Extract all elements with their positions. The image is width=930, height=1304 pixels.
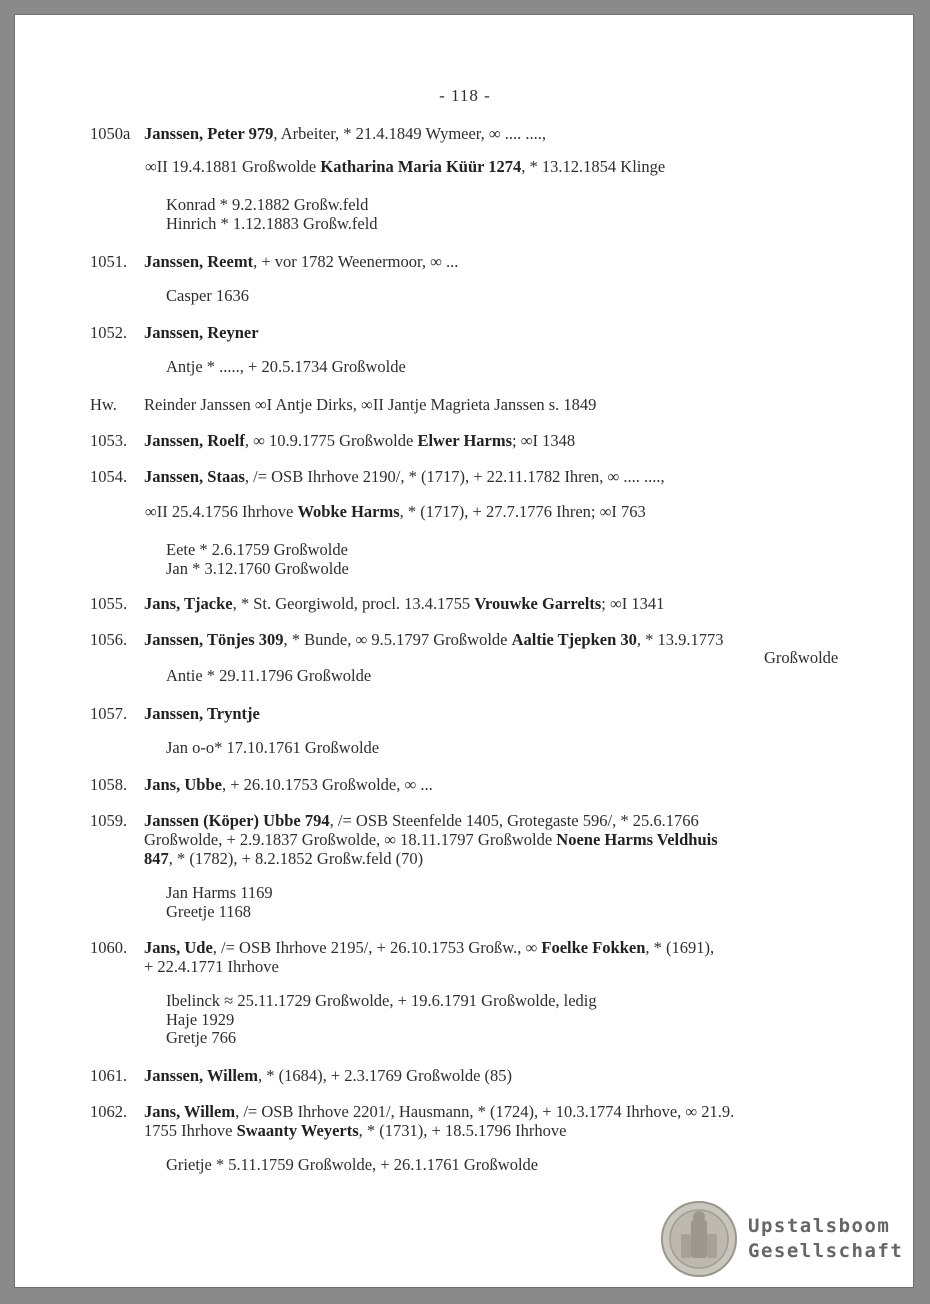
entry-text: Janssen (Köper) Ubbe 794, /= OSB Steenfelde 1405, Grotegaste 596/, * 25.6.1766 Großwolde, + 2.9.1837 Großwolde, ∞ 18.11.1797 Großwolde Noene Harms Veldhuis 847, * (1782), + 8.2.1852 Großw.feld (70) bbox=[144, 811, 718, 868]
entry-number: Hw. bbox=[90, 395, 117, 414]
entry-text: Janssen, Tryntje bbox=[144, 704, 260, 723]
entry-number: 1055. bbox=[90, 594, 128, 613]
entry-number: 1057. bbox=[90, 704, 128, 723]
entry-number: 1058. bbox=[90, 775, 128, 794]
entry-number: 1060. bbox=[90, 938, 128, 957]
children-list: Antje * ....., + 20.5.1734 Großwolde bbox=[166, 357, 406, 376]
entry-text: Jans, Ubbe, + 26.10.1753 Großwolde, ∞ ... bbox=[144, 775, 433, 794]
children-list: Eete * 2.6.1759 Großwolde Jan * 3.12.1760 Großwolde bbox=[166, 540, 349, 578]
children-list: Grietje * 5.11.1759 Großwolde, + 26.1.1761 Großwolde bbox=[166, 1155, 539, 1174]
children-list: Konrad * 9.2.1882 Großw.feld Hinrich * 1.12.1883 Großw.feld bbox=[166, 195, 378, 233]
children-list: Jan o-o* 17.10.1761 Großwolde bbox=[166, 738, 380, 757]
marriage-line: ∞II 25.4.1756 Ihrhove Wobke Harms, * (1717), + 27.7.1776 Ihren; ∞I 763 bbox=[145, 502, 646, 521]
entry-text: Jans, Ude, /= OSB Ihrhove 2195/, + 26.10.1753 Großw., ∞ Foelke Fokken, * (1691), + 22.4.1771 Ihrhove bbox=[144, 938, 715, 976]
entry-text: Janssen, Reyner bbox=[144, 323, 259, 342]
logo-line-2: Gesellschaft bbox=[748, 1240, 904, 1262]
entry-number: 1056. bbox=[90, 630, 128, 649]
entry-text: Janssen, Tönjes 309, * Bunde, ∞ 9.5.1797 Großwolde Aaltie Tjepken 30, * 13.9.1773 bbox=[144, 630, 724, 649]
entry-number: 1052. bbox=[90, 323, 128, 342]
entry-text: Janssen, Roelf, ∞ 10.9.1775 Großwolde Elwer Harms; ∞I 1348 bbox=[144, 431, 576, 450]
entry-number: 1059. bbox=[90, 811, 128, 830]
entry-text: Janssen, Staas, /= OSB Ihrhove 2190/, * (1717), + 22.11.1782 Ihren, ∞ .... ...., bbox=[144, 467, 665, 486]
entry-number: 1050a bbox=[90, 124, 131, 143]
entry-number: 1054. bbox=[90, 467, 128, 486]
entry-text: Janssen, Peter 979, Arbeiter, * 21.4.1849 Wymeer, ∞ .... ...., bbox=[144, 124, 547, 143]
entry-number: 1051. bbox=[90, 252, 128, 271]
society-logo-text bbox=[748, 1214, 903, 1264]
entry-text-continuation: Großwolde bbox=[764, 648, 839, 667]
entry-number: 1053. bbox=[90, 431, 128, 450]
page-number: - 118 - bbox=[439, 86, 491, 105]
entry-number: 1061. bbox=[90, 1066, 128, 1085]
entry-text: Jans, Willem, /= OSB Ihrhove 2201/, Hausmann, * (1724), + 10.3.1774 Ihrhove, ∞ 21.9. 1755 Ihrhove Swaanty Weyerts, * (1731), + 18.5.1796 Ihrhove bbox=[144, 1102, 735, 1140]
children-list: Ibelinck ≈ 25.11.1729 Großwolde, + 19.6.1791 Großwolde, ledig Haje 1929 Gretje 766 bbox=[166, 991, 597, 1047]
entry-text: Jans, Tjacke, * St. Georgiwold, procl. 13.4.1755 Vrouwke Garrelts; ∞I 1341 bbox=[144, 594, 665, 613]
entry-number: 1062. bbox=[90, 1102, 128, 1121]
entry-text: Janssen, Reemt, + vor 1782 Weenermoor, ∞ ... bbox=[144, 252, 459, 271]
children-list: Casper 1636 bbox=[166, 286, 249, 305]
society-seal-icon bbox=[660, 1200, 738, 1278]
entry-text: Janssen, Willem, * (1684), + 2.3.1769 Großwolde (85) bbox=[144, 1066, 513, 1085]
marriage-line: ∞II 19.4.1881 Großwolde Katharina Maria Küür 1274, * 13.12.1854 Klinge bbox=[145, 157, 666, 176]
children-list: Antie * 29.11.1796 Großwolde bbox=[166, 666, 372, 685]
logo-line-1: Upstalsboom bbox=[748, 1215, 891, 1237]
entry-text: Reinder Janssen ∞I Antje Dirks, ∞II Jantje Magrieta Janssen s. 1849 bbox=[144, 395, 597, 414]
children-list: Jan Harms 1169 Greetje 1168 bbox=[166, 883, 273, 921]
